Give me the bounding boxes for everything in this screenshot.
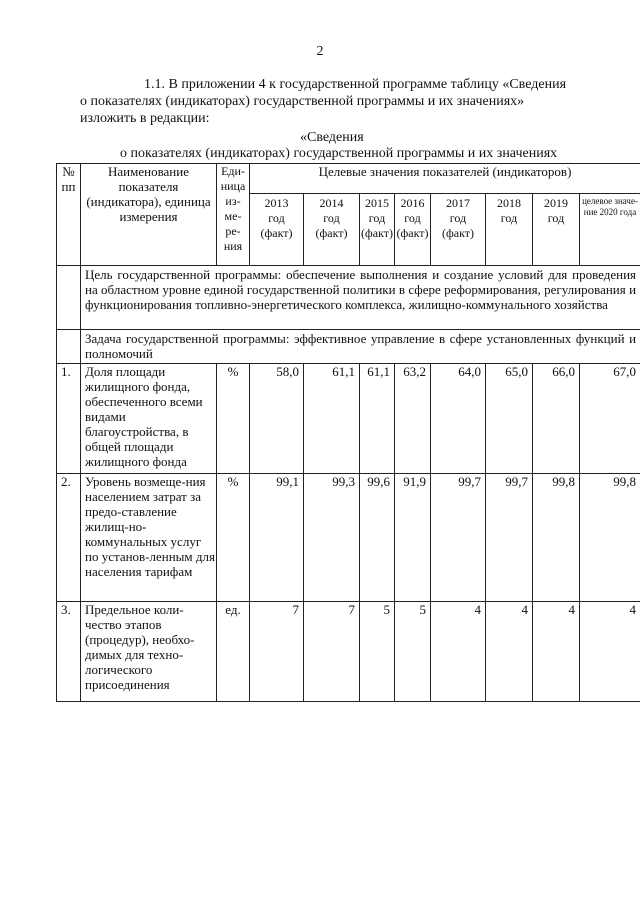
value-2014: 99,3: [304, 474, 360, 602]
year-col-2017: 2017 год (факт): [431, 194, 486, 266]
value-2017: 4: [431, 602, 486, 702]
year-col-2019: 2019 год: [533, 194, 580, 266]
header-unit: Еди-ница из-ме-ре-ния: [217, 164, 250, 266]
value-2020-target: 99,8: [580, 474, 640, 602]
value-2015: 5: [360, 602, 395, 702]
year-col-2016: 2016 год (факт): [395, 194, 431, 266]
value-2016: 5: [395, 602, 431, 702]
indicator-unit: %: [217, 474, 250, 602]
value-2017: 99,7: [431, 474, 486, 602]
value-2019: 99,8: [533, 474, 580, 602]
page-number: 2: [316, 44, 324, 59]
target-col-2020: целевое значе-ние 2020 года: [580, 194, 640, 266]
value-2017: 64,0: [431, 364, 486, 474]
value-2020-target: 67,0: [580, 364, 640, 474]
intro-line-3: изложить в редакции:: [80, 111, 210, 126]
header-targets: Целевые значения показателей (индикаторов): [250, 164, 640, 194]
table-title-line-2: о показателях (индикаторах) государственной программы и их значениях: [120, 146, 558, 161]
header-row-1: [57, 164, 640, 194]
value-2019: 4: [533, 602, 580, 702]
year-col-2014: 2014 год (факт): [304, 194, 360, 266]
goal-text: Цель государственной программы: обеспечение выполнения и создание условий для проведения на областном уровне единой государственной политики в сфере реформирования, регулирования и функционирования топливно-энергетического комплекса, жилищно-коммунального хозяйства: [81, 266, 640, 330]
value-2020-target: 4: [580, 602, 640, 702]
intro-line-1: 1.1. В приложении 4 к государственной программе таблицу «Сведения: [144, 77, 567, 92]
value-2018: 99,7: [486, 474, 533, 602]
indicator-name: Уровень возмеще-ния населением затрат за предо-ставление жилищ-но-коммунальных услуг по установ-ленным для населения тарифам: [81, 474, 217, 602]
value-2015: 61,1: [360, 364, 395, 474]
value-2014: 7: [304, 602, 360, 702]
intro-paragraph: [80, 76, 605, 127]
table-title-line-1: «Сведения: [300, 130, 364, 145]
intro-line-2: о показателях (индикаторах) государственной программы и их значениях»: [80, 94, 525, 109]
indicator-unit: %: [217, 364, 250, 474]
task-row: [57, 330, 640, 364]
value-2013: 58,0: [250, 364, 304, 474]
value-2013: 99,1: [250, 474, 304, 602]
value-2016: 63,2: [395, 364, 431, 474]
value-2018: 4: [486, 602, 533, 702]
row-num: 2.: [57, 474, 81, 602]
table-row: [57, 364, 640, 474]
table-row: [57, 602, 640, 702]
indicator-name: Предельное коли-чество этапов (процедур), необхо-димых для техно-логического присоединения: [81, 602, 217, 702]
task-text: Задача государственной программы: эффективное управление в сфере установленных функций и полномочий: [81, 330, 640, 364]
value-2018: 65,0: [486, 364, 533, 474]
value-2015: 99,6: [360, 474, 395, 602]
indicator-name: Доля площади жилищного фонда, обеспеченного всеми видами благоустройства, в общей площади жилищного фонда: [81, 364, 217, 474]
goal-row: [57, 266, 640, 330]
indicators-table: [56, 163, 640, 702]
year-col-2013: 2013 год (факт): [250, 194, 304, 266]
row-num: 3.: [57, 602, 81, 702]
table-row: [57, 474, 640, 602]
indicator-unit: ед.: [217, 602, 250, 702]
row-num: 1.: [57, 364, 81, 474]
header-num: № пп: [57, 164, 81, 266]
value-2013: 7: [250, 602, 304, 702]
year-col-2018: 2018 год: [486, 194, 533, 266]
value-2016: 91,9: [395, 474, 431, 602]
value-2014: 61,1: [304, 364, 360, 474]
header-name: Наименование показателя (индикатора), единица измерения: [81, 164, 217, 266]
value-2019: 66,0: [533, 364, 580, 474]
year-col-2015: 2015 год (факт): [360, 194, 395, 266]
